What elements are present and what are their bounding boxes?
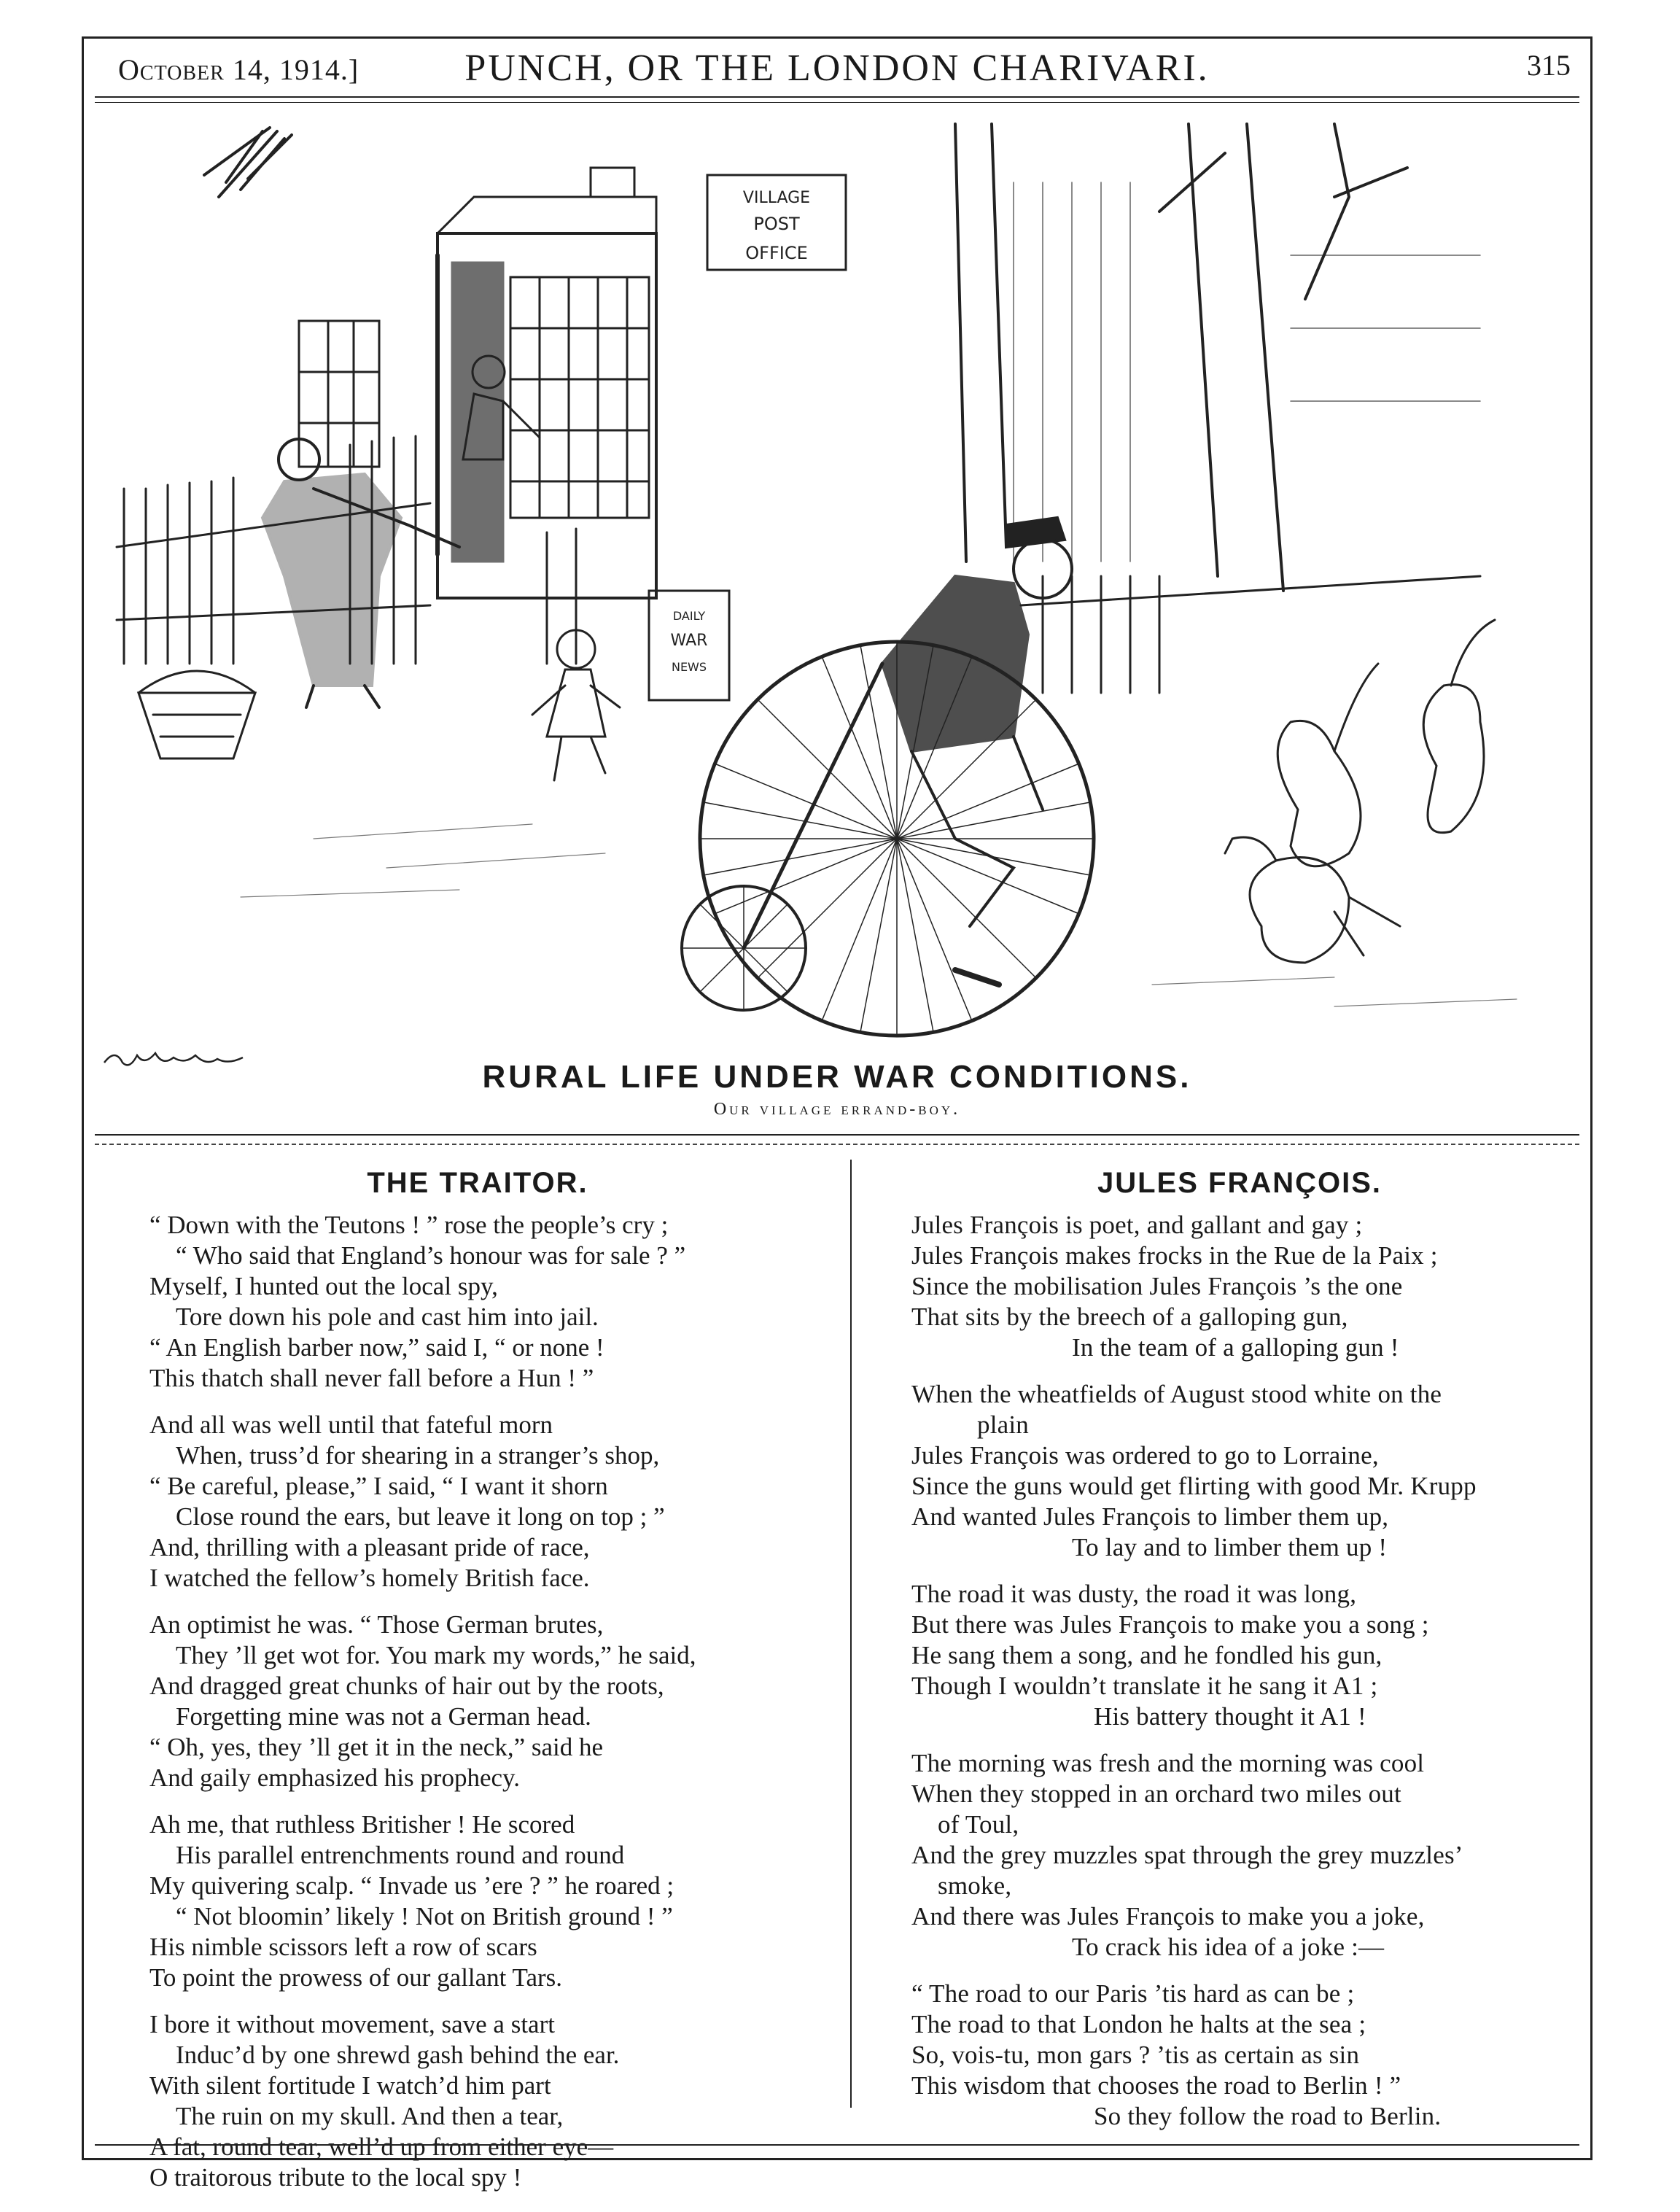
magazine-title: PUNCH, OR THE LONDON CHARIVARI. [464, 47, 1210, 89]
poem-line: Jules François was ordered to go to Lorraine, [911, 1441, 1379, 1470]
header-rule-thin [95, 102, 1579, 103]
header-rule [95, 96, 1579, 98]
poem-line: A fat, round tear, well’d up from either eye— [149, 2133, 614, 2161]
column-divider [850, 1160, 852, 2108]
poem-line: The morning was fresh and the morning was cool [911, 1749, 1425, 1777]
poem-body-left [149, 1210, 849, 2193]
poem-line: My quivering scalp. “ Invade us ’ere ? ” he roared ; [149, 1871, 674, 1900]
section-rule [95, 1134, 1579, 1136]
poem-line: This thatch shall never fall before a Hun ! ” [149, 1364, 594, 1392]
branch-sketch [204, 128, 292, 197]
page-header [82, 44, 1592, 96]
poem-line: Close round the ears, but leave it long on top ; ” [176, 1502, 665, 1531]
sign-line-2: POST [753, 214, 800, 234]
poem-line: I watched the fellow’s homely British face. [149, 1564, 590, 1592]
wall-lines [1014, 182, 1480, 562]
poem-line: I bore it without movement, save a start [149, 2010, 555, 2038]
poem-line: His battery thought it A1 ! [1094, 1702, 1366, 1731]
poem-line: And wanted Jules François to limber them up, [911, 1502, 1389, 1531]
poem-line: And the grey muzzles spat through the grey muzzles’ [911, 1841, 1463, 1869]
stanza [149, 1210, 849, 1394]
poem-line: The road to that London he halts at the sea ; [911, 2010, 1366, 2038]
poem-line: When they stopped in an orchard two miles out [911, 1780, 1401, 1808]
penny-farthing [682, 642, 1094, 1036]
poem-line: In the team of a galloping gun ! [1072, 1333, 1399, 1362]
poem-body-right [911, 1210, 1568, 2132]
poem-line: “ An English barber now,” said I, “ or none ! [149, 1333, 604, 1362]
poem-line: So they follow the road to Berlin. [1094, 2102, 1442, 2130]
poem-line: This wisdom that chooses the road to Berlin ! ” [911, 2071, 1401, 2100]
poem-line: “ Not bloomin’ likely ! Not on British ground ! ” [176, 1902, 673, 1930]
stanza [149, 1410, 849, 1594]
poem-line: plain [977, 1410, 1029, 1439]
poem-line: “ Oh, yes, they ’ll get it in the neck,” said he [149, 1733, 604, 1761]
poem-line: Induc’d by one shrewd gash behind the ear. [176, 2041, 620, 2069]
poem-line: When, truss’d for shearing in a stranger’s shop, [176, 1441, 660, 1470]
poem-line: Tore down his pole and cast him into jail. [176, 1303, 599, 1331]
page-number: 315 [1527, 49, 1571, 82]
stanza [911, 1979, 1568, 2132]
poem-line: of Toul, [938, 1810, 1019, 1839]
footer-rule [95, 2144, 1579, 2146]
stanza [911, 1748, 1568, 1963]
section-rule-dashed [95, 1144, 1579, 1145]
poem-line: Ah me, that ruthless Britisher ! He scored [149, 1810, 575, 1839]
poem-line: They ’ll get wot for. You mark my words,” he said, [176, 1641, 696, 1669]
poem-line: “ The road to our Paris ’tis hard as can be ; [911, 1979, 1355, 2008]
poem-line: His parallel entrenchments round and round [176, 1841, 625, 1869]
basket [139, 671, 255, 758]
poem-jules-francois [911, 1167, 1568, 2148]
cartoon-caption: RURAL LIFE UNDER WAR CONDITIONS. [482, 1059, 1192, 1095]
poem-line: An optimist he was. “ Those German brutes, [149, 1610, 604, 1639]
poem-line: Forgetting mine was not a German head. [176, 1702, 591, 1731]
poem-line: His nimble scissors left a row of scars [149, 1933, 537, 1961]
poem-line: Since the guns would get flirting with good Mr. Krupp [911, 1472, 1477, 1500]
poem-line: Since the mobilisation Jules François ’s the one [911, 1272, 1403, 1300]
poem-line: That sits by the breech of a galloping gun, [911, 1303, 1348, 1331]
board-line-3: NEWS [671, 660, 707, 674]
poem-line: But there was Jules François to make you a song ; [911, 1610, 1429, 1639]
poem-line: And there was Jules François to make you a joke, [911, 1902, 1425, 1930]
poem-line: And dragged great chunks of hair out by the roots, [149, 1672, 664, 1700]
poem-line: And gaily emphasized his prophecy. [149, 1763, 521, 1792]
poem-line: The road it was dusty, the road it was long, [911, 1580, 1357, 1608]
poem-line: To lay and to limber them up ! [1072, 1533, 1388, 1561]
poem-line: Though I wouldn’t translate it he sang it A1 ; [911, 1672, 1378, 1700]
poem-line: Jules François is poet, and gallant and gay ; [911, 1211, 1363, 1239]
poem-title-left: THE TRAITOR. [367, 1167, 588, 1199]
stanza [911, 1579, 1568, 1732]
stanza [149, 1809, 849, 1993]
board-line-2: WAR [670, 632, 708, 650]
poem-line: To point the prowess of our gallant Tars. [149, 1963, 563, 1992]
poem-line: “ Who said that England’s honour was for sale ? ” [176, 1241, 686, 1270]
poem-line: smoke, [938, 1871, 1012, 1900]
post-office-sign [707, 175, 846, 270]
cartoon-subcaption: Our village errand-boy. [713, 1100, 961, 1119]
poem-line: “ Down with the Teutons ! ” rose the people’s cry ; [149, 1211, 669, 1239]
tree-trunks [955, 124, 1407, 591]
stanza [149, 1610, 849, 1793]
poem-line: To crack his idea of a joke :— [1072, 1933, 1385, 1961]
poem-title-right: JULES FRANÇOIS. [1097, 1167, 1382, 1199]
sign-line-3: OFFICE [745, 243, 808, 263]
woman-figure [262, 439, 459, 707]
poem-line: “ Be careful, please,” I said, “ I want it shorn [149, 1472, 608, 1500]
poem-the-traitor [149, 1167, 849, 2209]
poem-line: He sang them a song, and he fondled his gun, [911, 1641, 1382, 1669]
issue-date: October 14, 1914.] [118, 53, 359, 86]
sign-line-1: VILLAGE [742, 189, 811, 207]
poem-line: Myself, I hunted out the local spy, [149, 1272, 498, 1300]
stanza [911, 1379, 1568, 1563]
board-line-1: DAILY [672, 609, 706, 623]
poem-line: So, vois-tu, mon gars ? ’tis as certain as sin [911, 2041, 1360, 2069]
poem-line: With silent fortitude I watch’d him part [149, 2071, 551, 2100]
poem-line: O traitorous tribute to the local spy ! [149, 2163, 522, 2192]
cartoon-illustration [95, 109, 1579, 1043]
stanza [911, 1210, 1568, 1363]
geese [1225, 620, 1495, 963]
poem-line: Jules François makes frocks in the Rue de la Paix ; [911, 1241, 1438, 1270]
ground-hatching [241, 824, 1517, 1006]
poem-line: And, thrilling with a pleasant pride of race, [149, 1533, 590, 1561]
poem-line: When the wheatfields of August stood white on the [911, 1380, 1442, 1408]
war-news-board [649, 591, 729, 700]
poem-line: The ruin on my skull. And then a tear, [176, 2102, 564, 2130]
stanza [149, 2009, 849, 2193]
poem-line: And all was well until that fateful morn [149, 1410, 553, 1439]
